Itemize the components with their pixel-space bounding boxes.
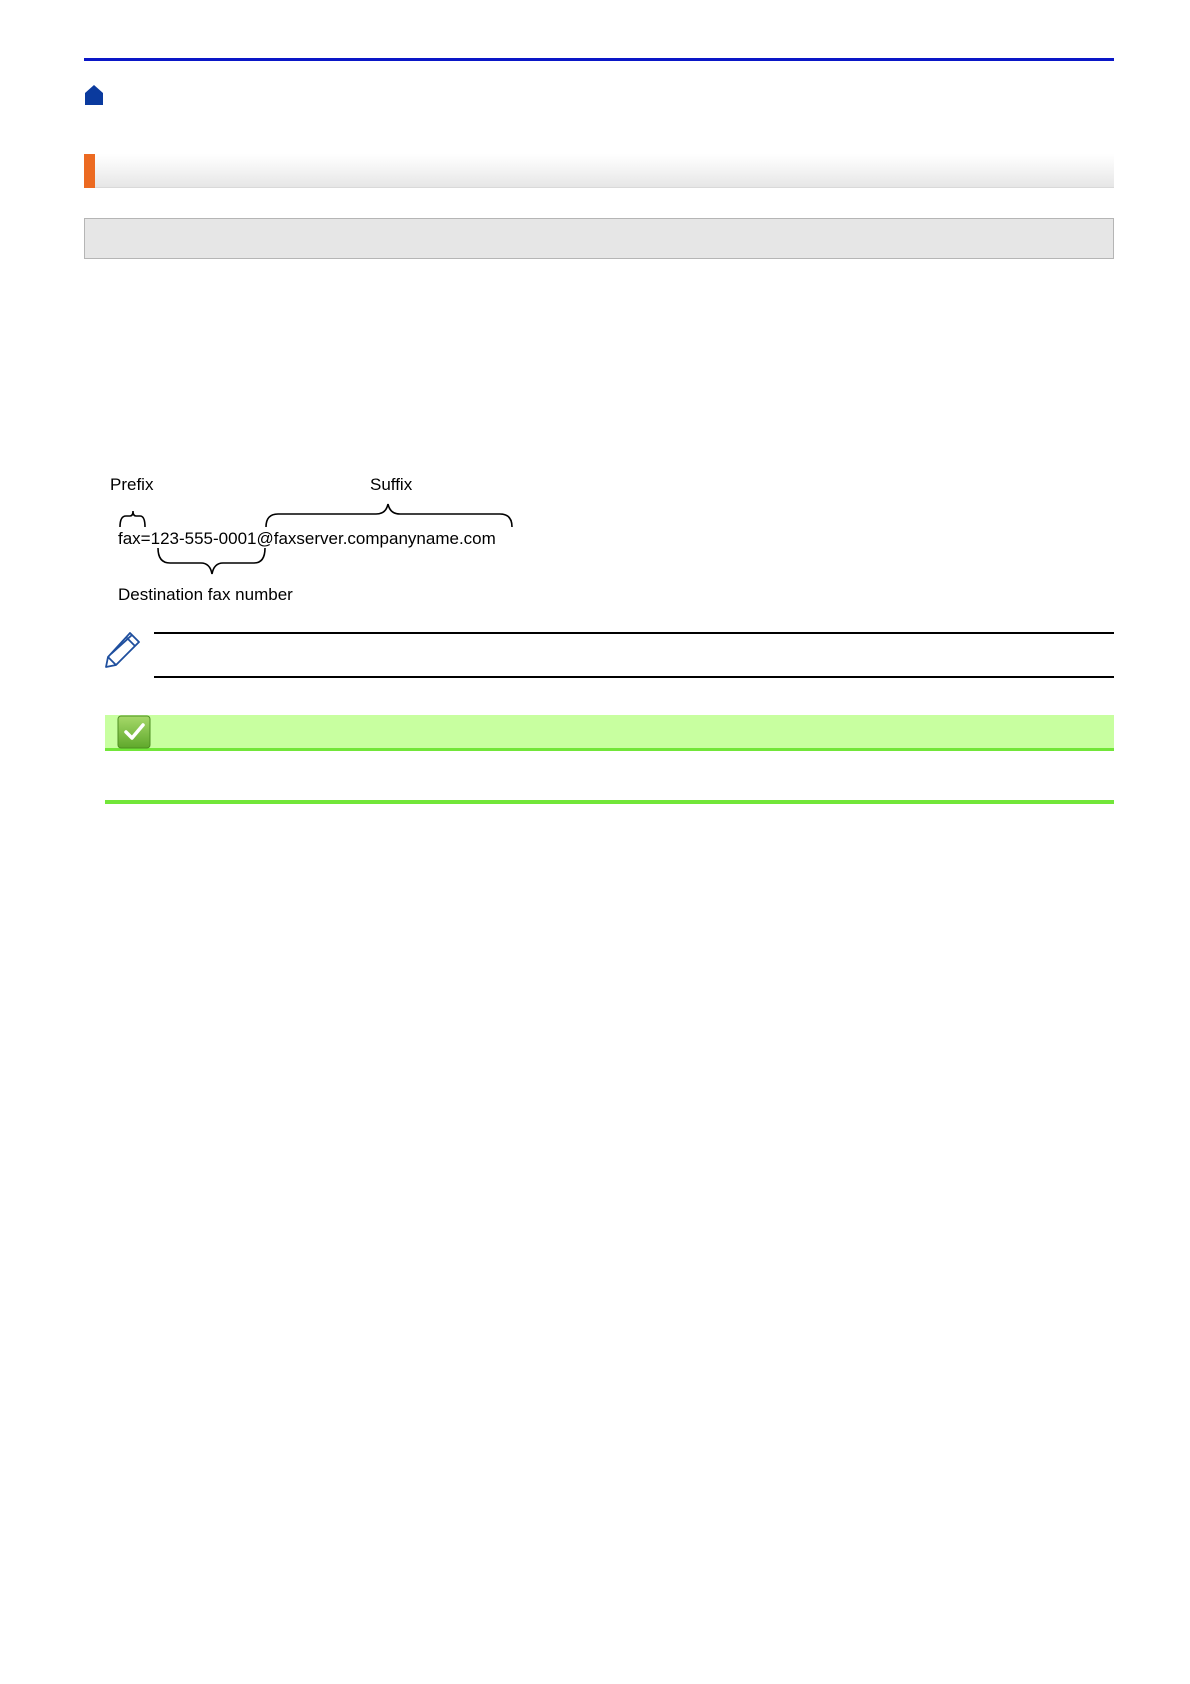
related-information-header [105,715,1114,751]
prefix-brace [120,511,145,527]
checkmark-icon [117,715,151,749]
breadcrumb-box [84,218,1114,259]
home-icon-shape [85,85,103,105]
section-title-bar [84,154,1114,188]
destination-label: Destination fax number [118,585,293,604]
prefix-label: Prefix [110,475,154,494]
related-information-bottom-rule [105,800,1114,804]
fax-address-suffix: @faxserver.companyname.com [256,529,496,548]
destination-brace [158,548,265,574]
note-block [104,630,1114,680]
note-top-rule [154,632,1114,634]
fax-address-diagram [100,460,540,610]
pencil-icon [104,630,142,668]
fax-address-number: 123-555-0001 [150,529,257,548]
note-bottom-rule [154,676,1114,678]
home-icon[interactable] [84,84,104,106]
section-accent [84,154,95,188]
fax-address [118,530,496,547]
suffix-label: Suffix [370,475,413,494]
suffix-brace [266,504,512,527]
fax-address-prefix: fax= [118,529,151,548]
header-rule [84,58,1114,61]
